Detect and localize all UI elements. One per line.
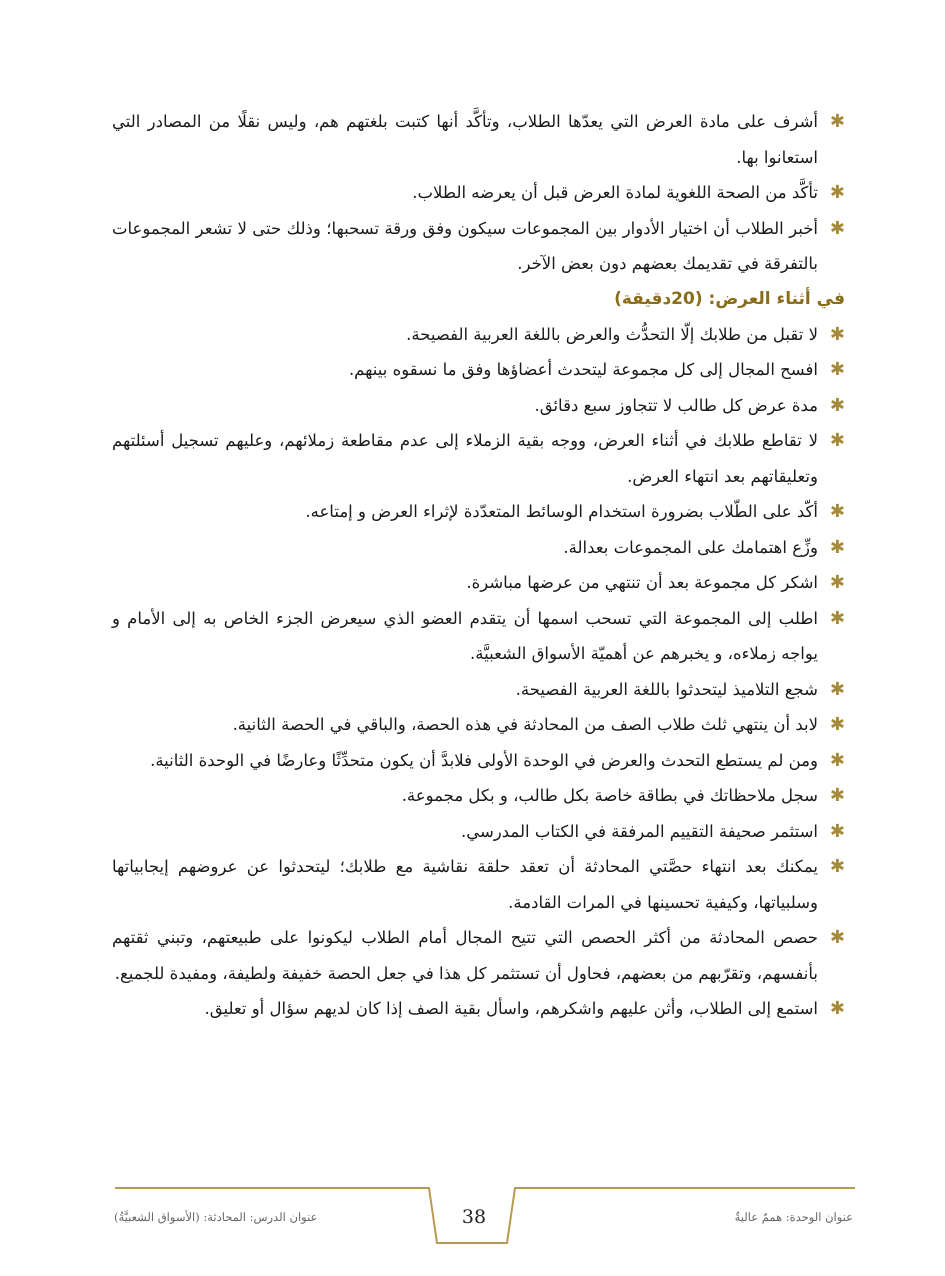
list-item: ✱ استمع إلى الطلاب، وأثن عليهم واشكرهم، واسأل بقية الصف إذا كان لديهم سؤال أو تعليق.	[112, 991, 845, 1027]
list-item: ✱ يمكنك بعد انتهاء حصَّتي المحادثة أن تعقد حلقة نقاشية مع طلابك؛ ليتحدثوا عن عروضهم إيجابياتها وسلبياتها، وكيفية تحسينها في المرات القادمة.	[112, 849, 845, 920]
section-heading	[112, 282, 845, 317]
page-content	[112, 104, 845, 1027]
bullet-icon: ✱	[829, 678, 845, 700]
bullet-icon: ✱	[829, 714, 845, 735]
list-item: ✱ افسح المجال إلى كل مجموعة ليتحدث أعضاؤها وفق ما نسقوه بينهم.	[112, 352, 845, 388]
list-item: ✱ حصص المحادثة من أكثر الحصص التي تتيح المجال أمام الطلاب ليكونوا على طبيعتهم، وتبني ثقتهم بأنفسهم، وتقرّبهم من بعضهم، فحاول أن تستثمر كل هذا في جعل الحصة خفيفة ولطيفة، ومفيدة للجميع.	[112, 920, 845, 991]
section-label: في أثناء العرض:	[708, 288, 845, 309]
list-item: ✱ أشرف على مادة العرض التي يعدّها الطلاب، وتأكَّد أنها كتبت بلغتهم هم، وليس نقلًا من المصادر التي استعانوا بها.	[112, 104, 845, 175]
list-item: ✱ وزِّع اهتمامك على المجموعات بعدالة.	[112, 530, 845, 566]
list-item: ✱ أكّد على الطّلاب بضرورة استخدام الوسائط المتعدّدة لإثراء العرض و إمتاعه.	[112, 494, 845, 530]
bullet-icon: ✱	[829, 820, 845, 842]
bullet-icon: ✱	[829, 785, 845, 806]
bullet-icon: ✱	[829, 111, 845, 132]
bullet-icon: ✱	[829, 536, 845, 558]
bullet-icon: ✱	[829, 394, 845, 416]
bullet-icon: ✱	[829, 182, 845, 203]
intro-list	[112, 104, 845, 282]
bullet-icon: ✱	[829, 217, 845, 239]
bullet-icon: ✱	[829, 501, 845, 522]
footer-lesson-title: عنوان الدرس: المحادثة: (الأسواق الشعبيَّةُ)	[114, 1210, 318, 1224]
list-item: ✱ ومن لم يستطع التحدث والعرض في الوحدة الأولى فلابدَّ أن يكون متحدِّثًا وعارضًا في الوحدة الثانية.	[112, 743, 845, 779]
list-item: ✱ تأكَّد من الصحة اللغوية لمادة العرض قبل أن يعرضه الطلاب.	[112, 175, 845, 211]
page-number: 38	[461, 1206, 487, 1228]
list-item: ✱ اشكر كل مجموعة بعد أن تنتهي من عرضها مباشرة.	[112, 565, 845, 601]
bullet-icon: ✱	[829, 998, 845, 1019]
list-item: ✱ لابد أن ينتهي ثلث طلاب الصف من المحادثة في هذه الحصة، والباقي في الحصة الثانية.	[112, 707, 845, 743]
bullet-icon: ✱	[829, 430, 845, 451]
during-presentation-list	[112, 317, 845, 1027]
list-item: ✱ أخبر الطلاب أن اختيار الأدوار بين المجموعات سيكون وفق ورقة تسحبها؛ وذلك حتى لا تشعر المجموعات بالتفرقة في تقديمك بعضهم دون بعض الآخر.	[112, 211, 845, 282]
list-item: ✱ مدة عرض كل طالب لا تتجاوز سبع دقائق.	[112, 388, 845, 424]
list-item: ✱ استثمر صحيفة التقييم المرفقة في الكتاب المدرسي.	[112, 814, 845, 850]
list-item: ✱ لا تقبل من طلابك إلّا التحدُّث والعرض باللغة العربية الفصيحة.	[112, 317, 845, 353]
list-item: ✱ سجل ملاحظاتك في بطاقة خاصة بكل طالب، و بكل مجموعة.	[112, 778, 845, 814]
bullet-icon: ✱	[829, 749, 845, 771]
bullet-icon: ✱	[829, 572, 845, 593]
bullet-icon: ✱	[829, 323, 845, 345]
list-item: ✱ لا تقاطع طلابك في أثناء العرض، ووجه بقية الزملاء إلى عدم مقاطعة زملائهم، وعليهم تسجيل أسئلتهم وتعليقاتهم بعد انتهاء العرض.	[112, 423, 845, 494]
bullet-icon: ✱	[829, 856, 845, 877]
list-item: ✱ شجع التلاميذ ليتحدثوا باللغة العربية الفصيحة.	[112, 672, 845, 708]
list-item: ✱ اطلب إلى المجموعة التي تسحب اسمها أن يتقدم العضو الذي سيعرض الجزء الخاص به إلى الأمام و يواجه زملاءه، و يخبرهم عن أهميّة الأسواق الشعبيَّة.	[112, 601, 845, 672]
bullet-icon: ✱	[829, 607, 845, 629]
bullet-icon: ✱	[829, 927, 845, 948]
footer-unit-title: عنوان الوحدة: هممٌ عاليةٌ	[734, 1210, 853, 1224]
section-duration: (20دقيقة)	[614, 288, 703, 309]
bullet-icon: ✱	[829, 359, 845, 380]
